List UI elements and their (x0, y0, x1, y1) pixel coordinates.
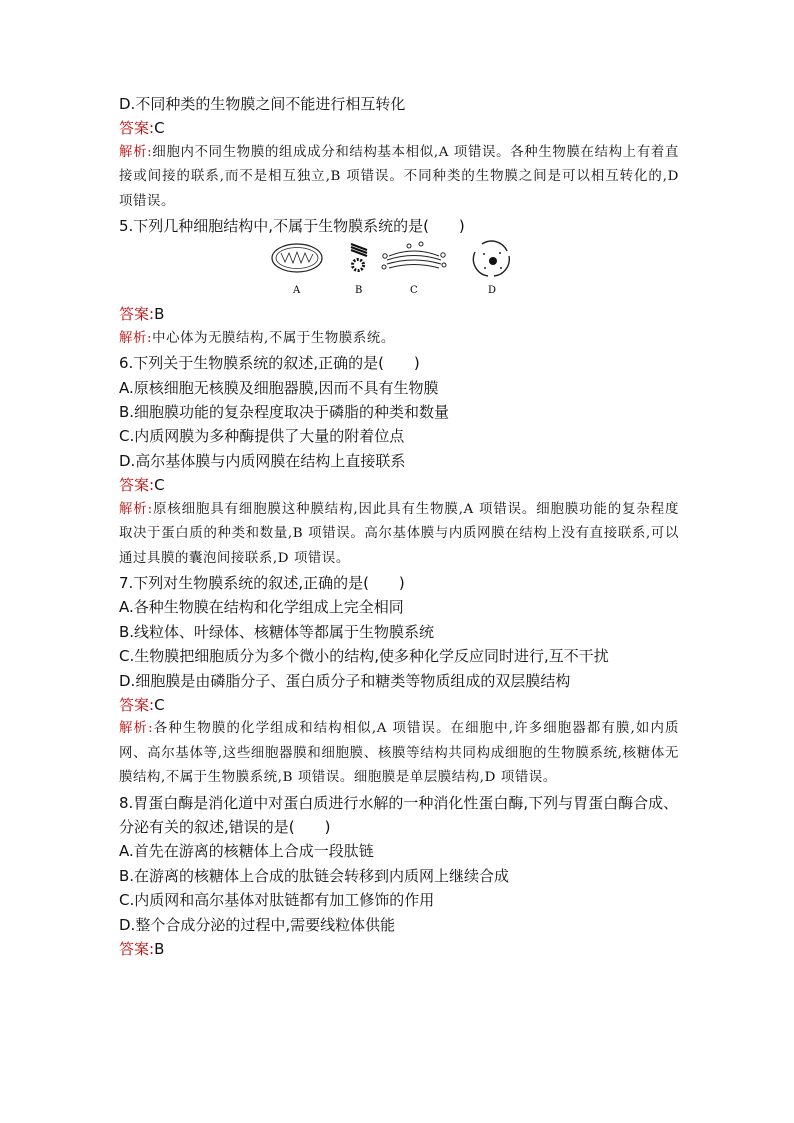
q8-option-c: C.内质网和高尔基体对肽链都有加工修饰的作用 (119, 891, 435, 910)
q4-explanation: 解析:细胞内不同生物膜的组成成分和结构基本相似,A 项错误。各种生物膜在结构上有着直接或间接的联系,而不是相互独立,B 项错误。不同种类的生物膜之间是可以相互转化的,D 项错误。 (119, 144, 679, 209)
document-page (119, 92, 679, 961)
explain-label: 解析 (119, 330, 147, 346)
q8-option-b: B.在游离的核糖体上合成的肽链会转移到内质网上继续合成 (119, 866, 510, 885)
answer-label: 答案 (119, 476, 150, 495)
answer-label: 答案 (119, 305, 150, 324)
q8-answer-value: B (154, 940, 165, 958)
q7-answer-value: C (154, 695, 165, 714)
q7-option-b: B.线粒体、叶绿体、核糖体等都属于生物膜系统 (119, 622, 435, 641)
q6-option-c: C.内质网膜为多种酶提供了大量的附着位点 (119, 427, 405, 446)
q6-stem: 6.下列关于生物膜系统的叙述,正确的是( ) (119, 354, 420, 373)
q6-answer: 答案:C (119, 476, 165, 495)
explain-label: 解析 (119, 721, 149, 737)
answer-label: 答案 (119, 940, 150, 958)
figure-label-c: C (410, 285, 418, 297)
q6-option-d: D.高尔基体膜与内质网膜在结构上直接联系 (119, 451, 406, 470)
figure-label-d: D (488, 285, 497, 297)
q7-answer: 答案:C (119, 695, 165, 714)
q5-figure (119, 238, 679, 298)
q5-answer-value: B (154, 305, 165, 324)
q8-option-d: D.整个合成分泌的过程中,需要线粒体供能 (119, 915, 396, 934)
answer-label: 答案 (119, 119, 150, 138)
q5-stem: 5.下列几种细胞结构中,不属于生物膜系统的是( ) (119, 217, 465, 236)
explain-label: 解析 (119, 144, 148, 160)
q6-explanation-text: 原核细胞具有细胞膜这种膜结构,因此具有生物膜,A 项错误。细胞膜功能的复杂程度取决于蛋白质的种类和数量,B 项错误。高尔基体膜与内质网膜在结构上没有直接联系,可以通过具膜的囊泡间接联系,D 项错误。 (119, 501, 679, 566)
q7-stem: 7.下列对生物膜系统的叙述,正确的是( ) (119, 573, 405, 592)
mitochondrion-drawing (272, 244, 322, 272)
q5-explanation: 解析:中心体为无膜结构,不属于生物膜系统。 (119, 330, 395, 346)
q8-option-a: A.首先在游离的核糖体上合成一段肽链 (119, 842, 374, 861)
q4-answer-value: C (154, 119, 165, 138)
q4-answer: 答案:C (119, 119, 165, 138)
nucleus-drawing (473, 242, 509, 277)
figure-label-b: B (355, 285, 363, 297)
golgi-drawing (382, 242, 446, 269)
q7-option-d: D.细胞膜是由磷脂分子、蛋白质分子和糖类等物质组成的双层膜结构 (119, 671, 571, 690)
q6-option-b: B.细胞膜功能的复杂程度取决于磷脂的种类和数量 (119, 403, 450, 422)
q7-explanation: 解析:各种生物膜的化学组成和结构相似,A 项错误。在细胞中,许多细胞器都有膜,如内质网、高尔基体等,这些细胞器膜和细胞膜、核膜等结构共同构成细胞的生物膜系统,核糖体无膜结构,不属于生物膜系统,B 项错误。细胞膜是单层膜结构,D 项错误。 (119, 721, 680, 786)
q4-explanation-text: 细胞内不同生物膜的组成成分和结构基本相似,A 项错误。各种生物膜在结构上有着直接或间接的联系,而不是相互独立,B 项错误。不同种类的生物膜之间是可以相互转化的,D 项错误。 (119, 144, 679, 209)
q8-answer: 答案:B (119, 940, 165, 958)
figure-label-a: A (293, 285, 301, 297)
explain-label: 解析 (119, 501, 148, 517)
organelle-figure (269, 238, 529, 296)
q7-option-a: A.各种生物膜在结构和化学组成上完全相同 (119, 598, 404, 617)
q8-stem: 8.胃蛋白酶是消化道中对蛋白质进行水解的一种消化性蛋白酶,下列与胃蛋白酶合成、分泌有关的叙述,错误的是( ) (119, 793, 679, 836)
q5-answer: 答案:B (119, 305, 165, 324)
q7-explanation-text: 各种生物膜的化学组成和结构相似,A 项错误。在细胞中,许多细胞器都有膜,如内质网、高尔基体等,这些细胞器膜和细胞膜、核膜等结构共同构成细胞的生物膜系统,核糖体无膜结构,不属于生物膜系统,B 项错误。细胞膜是单层膜结构,D 项错误。 (119, 721, 680, 786)
answer-label: 答案 (119, 695, 150, 714)
q7-option-c: C.生物膜把细胞质分为多个微小的结构,使多种化学反应同时进行,互不干扰 (119, 647, 609, 666)
q6-explanation: 解析:原核细胞具有细胞膜这种膜结构,因此具有生物膜,A 项错误。细胞膜功能的复杂程度取决于蛋白质的种类和数量,B 项错误。高尔基体膜与内质网膜在结构上没有直接联系,可以通过具膜的囊泡间接联系,D 项错误。 (119, 501, 679, 566)
q5-explanation-text: 中心体为无膜结构,不属于生物膜系统。 (152, 330, 395, 346)
q6-answer-value: C (154, 476, 165, 495)
centrosome-drawing (351, 244, 367, 271)
q4-option-d: D.不同种类的生物膜之间不能进行相互转化 (119, 95, 406, 113)
q6-option-a: A.原核细胞无核膜及细胞器膜,因而不具有生物膜 (119, 378, 439, 397)
